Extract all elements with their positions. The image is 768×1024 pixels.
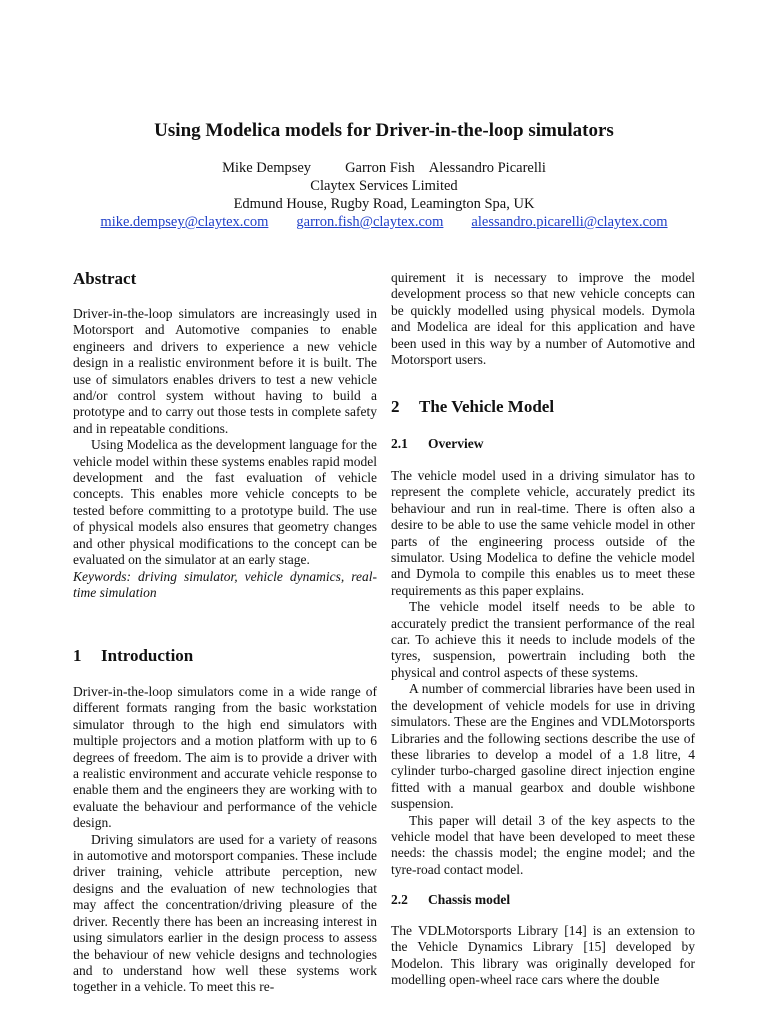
subsection-number: 2.2: [391, 892, 408, 907]
author-emails: [0, 213, 768, 231]
body-paragraph: The vehicle model itself needs to be able to accurately predict the transient performance of the real car. To achieve this it needs to include models of the tyres, suspension, powertrain including both the physical and control aspects of these systems.: [391, 599, 695, 680]
body-paragraph: The vehicle model used in a driving simulator has to represent the complete vehicle, accurately predict its behaviour and run in real-time. There is often also a desire to be able to use the same vehicle model in other parts of the engineering process outside of the simulator. Using Modelica to define the vehicle model and Dymola to compile this enables us to meet these requirements as this paper explains.: [391, 468, 695, 598]
section-number: 2: [391, 397, 400, 416]
keywords: Keywords: driving simulator, vehicle dynamics, real-time simulation: [73, 568, 377, 600]
subsection-heading: [391, 892, 510, 908]
abstract-body: [73, 306, 377, 601]
abstract-heading: Abstract: [73, 269, 137, 288]
chassis-body: [391, 923, 695, 989]
body-paragraph: The VDLMotorsports Library [14] is an extension to the Vehicle Dynamics Library [15] developed by Modelon. This library was originally developed for modelling open-wheel race cars where the double: [391, 923, 695, 988]
subsection-title: Overview: [428, 436, 484, 451]
subsection-title: Chassis model: [428, 892, 511, 907]
intro-body: [73, 684, 377, 996]
section-number: 1: [73, 646, 82, 665]
author-block: [0, 159, 768, 231]
author-name: Alessandro Picarelli: [428, 160, 546, 176]
author-affiliation: Claytex Services Limited: [310, 178, 458, 194]
section-title: The Vehicle Model: [419, 397, 555, 416]
intro-paragraph: Driver-in-the-loop simulators come in a wide range of different formats ranging from the basic workstation simulator through to the high end simulators with multiple projectors and a motion platform with up to 6 degrees of freedom. The aim is to provide a driver with a realistic environment and accurate vehicle response to enable them and the engineers they are working with to evaluate the behaviour and performance of the vehicle design.: [73, 684, 377, 831]
intro-paragraph: quirement it is necessary to improve the model development process so that new vehicle concepts can be quickly modelled using physical models. Dymola and Modelica are ideal for this application and have been used in this way by a number of Automotive and Motorsport users.: [391, 270, 695, 368]
author-name: Garron Fish: [345, 160, 415, 176]
email-link[interactable]: mike.dempsey@claytex.com: [100, 214, 269, 230]
email-link[interactable]: garron.fish@claytex.com: [296, 214, 444, 230]
abstract-paragraph: Using Modelica as the development language for the vehicle model within these systems enables rapid model development and the fast evaluation of vehicle concepts. This enables more vehicle concepts to be tested before committing to a prototype build. The use of physical models also ensures that geometry changes and other physical modifications to the concept can be evaluated on the simulator at an early stage.: [73, 437, 377, 568]
subsection-heading: [391, 436, 483, 452]
intro-paragraph: Driving simulators are used for a variety of reasons in automotive and motorsport companies. These include driver training, vehicle attribute perception, new designs and the evaluation of new technologies that may affect the concentration/driving pleasure of the driver. Recently there has been an increasing interest in using simulators earlier in the design process to assess the behaviour of new vehicle designs and technologies and to understand how well these systems work together in a vehicle. To meet this re-: [73, 831, 377, 995]
overview-body: [391, 468, 695, 878]
paper-title: Using Modelica models for Driver-in-the-loop simulators: [154, 120, 614, 141]
section-heading: [391, 399, 554, 415]
body-paragraph: A number of commercial libraries have been used in the development of vehicle models for use in driving simulators. These are the Engines and VDLMotorsports Libraries and the following sections describe the use of these libraries to develop a model of a 1.8 litre, 4 cylinder turbo-charged gasoline direct injection engine fitted with a manual gearbox and double wishbone suspension.: [391, 681, 695, 812]
subsection-number: 2.1: [391, 436, 408, 451]
section-heading: [73, 648, 193, 664]
email-link[interactable]: alessandro.picarelli@claytex.com: [471, 214, 668, 230]
intro-continuation: [391, 270, 695, 368]
author-name: Mike Dempsey: [222, 160, 312, 176]
section-title: Introduction: [101, 646, 194, 665]
body-paragraph: This paper will detail 3 of the key aspects to the vehicle model that have been developed to meet these needs: the chassis model; the engine model; and the tyre-road contact model.: [391, 812, 695, 877]
abstract-paragraph: Driver-in-the-loop simulators are increasingly used in Motorsport and Automotive companies to enable engineers and drivers to experience a new vehicle design in a realistic environment before it is built. The use of simulators enables drivers to test a new vehicle and/or control system without having to build a prototype and to carry out those tests in complete safety and in repeatable conditions.: [73, 306, 377, 436]
author-address: Edmund House, Rugby Road, Leamington Spa, UK: [233, 196, 535, 212]
author-names: [0, 159, 768, 177]
